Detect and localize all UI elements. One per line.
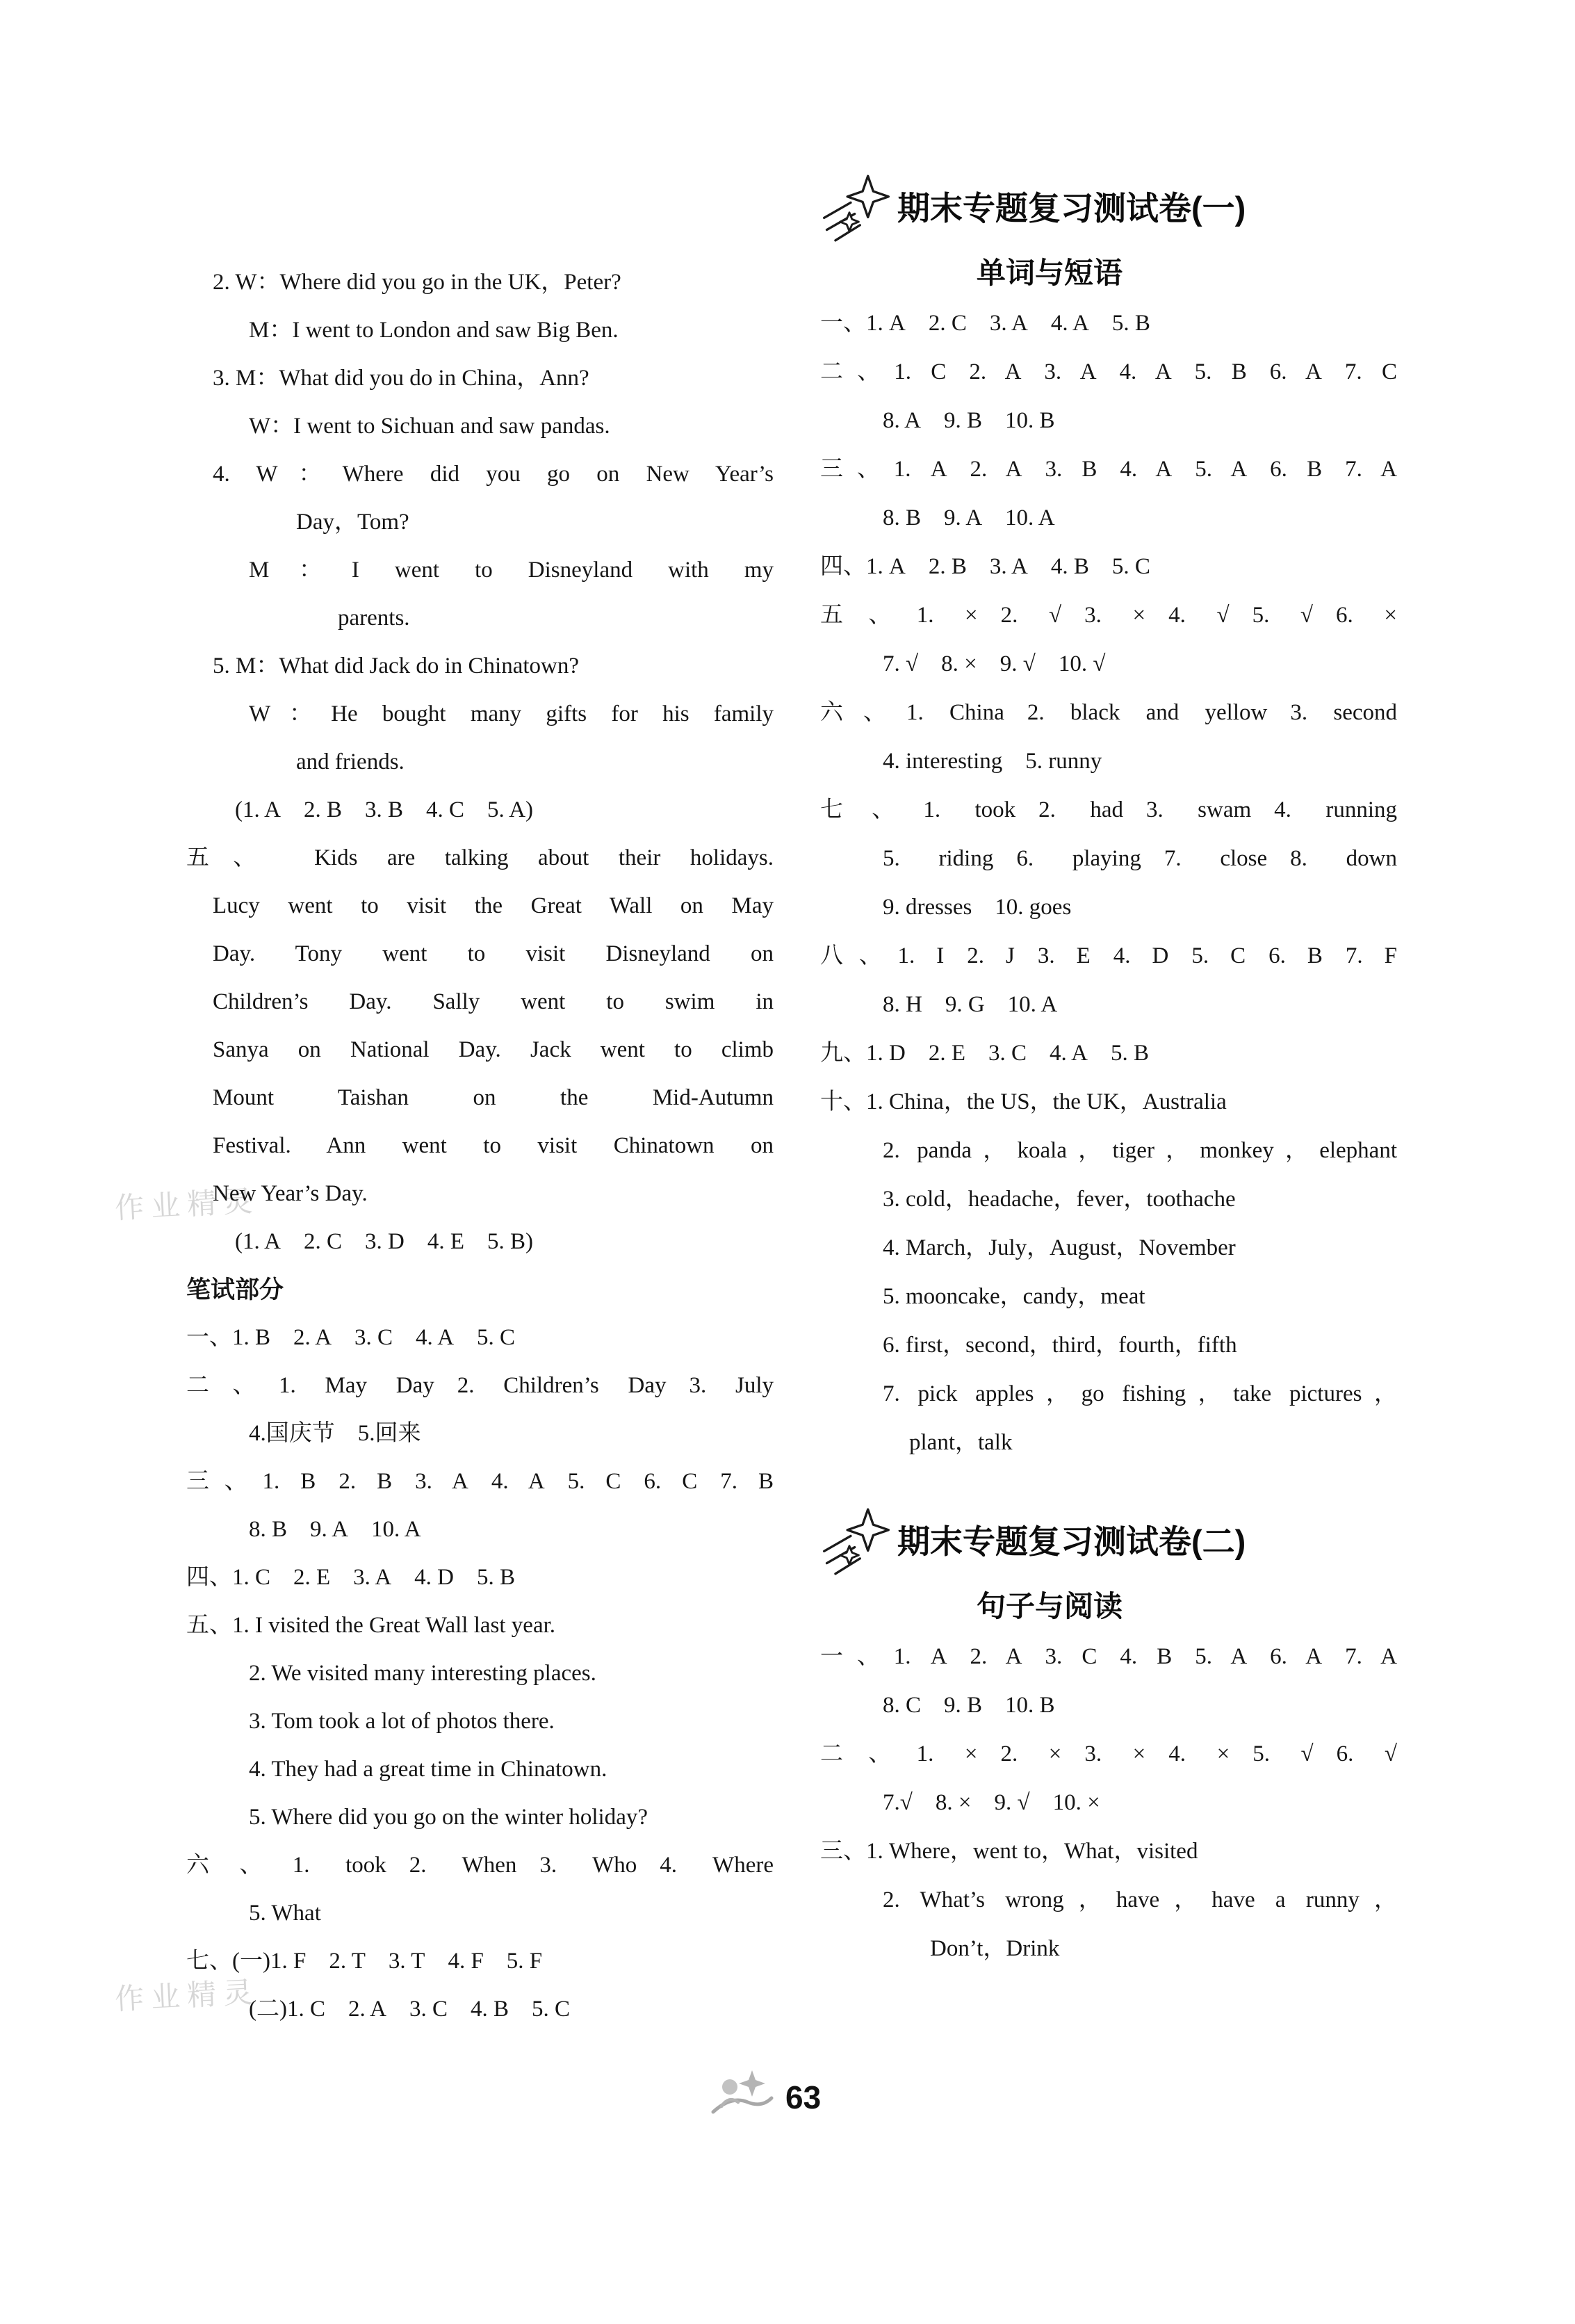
- page-footer: [709, 2066, 821, 2123]
- answer-line: [186, 642, 774, 690]
- line-text: 8. B 9. A 10. A: [883, 505, 1055, 530]
- answer-line: [820, 348, 1397, 396]
- watermark-text: 作业精灵: [114, 1184, 261, 1225]
- answer-line: [820, 396, 1397, 445]
- answer-line: [186, 882, 774, 930]
- answer-line: [820, 1126, 1397, 1175]
- answer-line: [820, 1876, 1397, 1924]
- answer-line: [186, 786, 774, 834]
- answer-line: [186, 403, 774, 450]
- line-text: 四、1. A 2. B 3. A 4. B 5. C: [820, 554, 1150, 579]
- line-text: 4. interesting 5. runny: [883, 749, 1102, 774]
- answer-line: [820, 688, 1397, 737]
- line-text: 8. C 9. B 10. B: [883, 1693, 1055, 1718]
- answer-line: [186, 498, 774, 546]
- section-title: [820, 174, 1397, 243]
- line-text: 5. What: [249, 1901, 321, 1926]
- line-text: 3. cold，headache，fever，toothache: [883, 1187, 1236, 1212]
- line-text: (1. A 2. B 3. B 4. C 5. A): [235, 797, 534, 822]
- line-text: 6. first，second，third，fourth，fifth: [883, 1333, 1237, 1358]
- line-text: 一、1. A 2. C 3. A 4. A 5. B: [820, 311, 1150, 336]
- answer-line: [186, 690, 774, 738]
- answer-line: [820, 1924, 1397, 1973]
- answer-line: [820, 1224, 1397, 1272]
- answer-line: [820, 445, 1397, 494]
- answer-line: [186, 259, 774, 307]
- answer-line: [186, 1314, 774, 1362]
- line-text: 三、1. Where，went to，What，visited: [820, 1839, 1198, 1864]
- answer-line: [186, 1890, 774, 1937]
- line-text: plant，talk: [909, 1430, 1013, 1455]
- answer-line: [186, 1074, 774, 1122]
- line-text: 一、1. A 2. A 3. C 4. B 5. A 6. A 7. A: [820, 1644, 1397, 1669]
- line-text: New Year’s Day.: [213, 1181, 368, 1206]
- line-text: 8. B 9. A 10. A: [249, 1517, 421, 1542]
- line-text: M：I went to London and saw Big Ben.: [249, 318, 619, 343]
- line-text: 5. riding 6. playing 7. close 8. down: [883, 846, 1397, 871]
- line-text: 2. W：Where did you go in the UK，Peter?: [213, 270, 621, 295]
- shooting-star-icon: [820, 174, 893, 243]
- line-text: (二)1. C 2. A 3. C 4. B 5. C: [249, 1997, 571, 2022]
- answer-line: [186, 546, 774, 594]
- watermark-text: 作业精灵: [114, 1975, 261, 2016]
- section-title-text: 期末专题复习测试卷(一): [897, 190, 1246, 227]
- answer-line: [820, 640, 1397, 688]
- answer-line: [820, 737, 1397, 786]
- line-text: Festival. Ann went to visit Chinatown on: [213, 1133, 774, 1158]
- answer-line: [186, 1458, 774, 1506]
- line-text: 笔试部分: [186, 1276, 284, 1303]
- answer-line: [820, 932, 1397, 980]
- answer-line: [186, 978, 774, 1026]
- line-text: 五、1. × 2. √ 3. × 4. √ 5. √ 6. ×: [820, 603, 1397, 628]
- answer-line: [186, 1554, 774, 1602]
- line-text: Lucy went to visit the Great Wall on May: [213, 893, 774, 918]
- answer-line: [820, 542, 1397, 591]
- line-text: 9. dresses 10. goes: [883, 895, 1072, 920]
- line-text: and friends.: [296, 749, 405, 774]
- line-text: 5. mooncake，candy，meat: [883, 1284, 1145, 1309]
- answer-line: [186, 834, 774, 882]
- answer-line: [186, 1937, 774, 1985]
- answer-line: [186, 307, 774, 355]
- shooting-star-icon: [820, 1507, 893, 1577]
- line-text: 7. √ 8. × 9. √ 10. √: [883, 651, 1106, 676]
- line-text: 8. H 9. G 10. A: [883, 992, 1058, 1017]
- line-text: 7. pick apples，go fishing，take pictures，: [883, 1381, 1397, 1406]
- answer-line: [820, 1370, 1397, 1418]
- answer-line: [186, 1650, 774, 1698]
- answer-line: [820, 834, 1397, 883]
- line-text: 六、1. China 2. black and yellow 3. second: [820, 700, 1397, 725]
- answer-line: [820, 299, 1397, 348]
- answer-line: [186, 594, 774, 642]
- answer-line: [186, 1362, 774, 1410]
- line-text: 十、1. China，the US，the UK，Australia: [820, 1089, 1227, 1114]
- line-text: 4.国庆节 5.回来: [249, 1421, 421, 1446]
- answer-line: [186, 1985, 774, 2033]
- line-text: 一、1. B 2. A 3. C 4. A 5. C: [186, 1325, 516, 1350]
- answer-line: [820, 1730, 1397, 1778]
- line-text: Children’s Day. Sally went to swim in: [213, 989, 774, 1014]
- answer-line: [186, 1266, 774, 1314]
- answer-line: [186, 450, 774, 498]
- line-text: 九、1. D 2. E 3. C 4. A 5. B: [820, 1041, 1150, 1066]
- answer-line: [186, 1794, 774, 1842]
- answer-line: [820, 883, 1397, 932]
- line-text: 3. Tom took a lot of photos there.: [249, 1709, 555, 1734]
- line-text: 二、1. C 2. A 3. A 4. A 5. B 6. A 7. C: [820, 359, 1397, 384]
- footer-mascot-icon: [709, 2066, 776, 2123]
- answer-line: [186, 1122, 774, 1170]
- answer-line: [820, 591, 1397, 640]
- line-text: 2. panda，koala，tiger，monkey，elephant: [883, 1138, 1397, 1163]
- answer-line: [186, 1842, 774, 1890]
- line-text: 五、1. I visited the Great Wall last year.: [186, 1613, 556, 1638]
- line-text: 7.√ 8. × 9. √ 10. ×: [883, 1790, 1100, 1815]
- answer-line: [820, 1029, 1397, 1078]
- answer-line: [186, 930, 774, 978]
- answer-line: [186, 1602, 774, 1650]
- line-text: 5. M：What did Jack do in Chinatown?: [213, 653, 580, 678]
- left-column: [186, 259, 774, 2033]
- answer-line: [820, 980, 1397, 1029]
- line-text: 8. A 9. B 10. B: [883, 408, 1055, 433]
- line-text: Day. Tony went to visit Disneyland on: [213, 941, 774, 966]
- line-text: 4. They had a great time in Chinatown.: [249, 1757, 607, 1782]
- section-title-text: 期末专题复习测试卷(二): [897, 1523, 1246, 1560]
- line-text: 七、(一)1. F 2. T 3. T 4. F 5. F: [186, 1949, 543, 1974]
- answer-line: [820, 1418, 1397, 1467]
- line-text: W：He bought many gifts for his family: [249, 701, 774, 726]
- answer-line: [186, 1218, 774, 1266]
- line-text: 3. M：What did you do in China，Ann?: [213, 366, 589, 391]
- line-text: 五、 Kids are talking about their holidays.: [186, 845, 774, 870]
- line-text: 句子与阅读: [977, 1590, 1123, 1623]
- answer-line: [186, 1506, 774, 1554]
- line-text: Day，Tom?: [296, 510, 409, 535]
- line-text: Sanya on National Day. Jack went to climb: [213, 1037, 774, 1062]
- line-text: 2. What’s wrong，have，have a runny，: [883, 1887, 1397, 1912]
- answer-line: [820, 494, 1397, 542]
- answer-line: [186, 1170, 774, 1218]
- line-text: W：I went to Sichuan and saw pandas.: [249, 414, 610, 439]
- line-text: 七、1. took 2. had 3. swam 4. running: [820, 797, 1397, 822]
- line-text: 二、1. May Day 2. Children’s Day 3. July: [186, 1373, 774, 1398]
- answer-line: [820, 1272, 1397, 1321]
- answer-line: [186, 1746, 774, 1794]
- line-text: 2. We visited many interesting places.: [249, 1661, 596, 1686]
- section-subtitle: [820, 247, 1397, 299]
- line-text: 六、1. took 2. When 3. Who 4. Where: [186, 1853, 774, 1878]
- line-text: 4. March，July，August，November: [883, 1235, 1236, 1260]
- line-text: Mount Taishan on the Mid-Autumn: [213, 1085, 774, 1110]
- answer-line: [186, 738, 774, 786]
- line-text: 单词与短语: [977, 257, 1123, 289]
- line-text: 二、1. × 2. × 3. × 4. × 5. √ 6. √: [820, 1741, 1397, 1766]
- answer-line: [820, 1827, 1397, 1876]
- line-text: Don’t，Drink: [930, 1936, 1060, 1961]
- section-title: [820, 1507, 1397, 1577]
- line-text: (1. A 2. C 3. D 4. E 5. B): [235, 1229, 533, 1254]
- answer-line: [820, 1175, 1397, 1224]
- line-text: 三、1. B 2. B 3. A 4. A 5. C 6. C 7. B: [186, 1469, 774, 1494]
- line-text: M：I went to Disneyland with my: [249, 558, 774, 583]
- answer-line: [186, 1698, 774, 1746]
- answer-line: [820, 1778, 1397, 1827]
- answer-line: [186, 1026, 774, 1074]
- page-number: 63: [785, 2079, 822, 2115]
- answer-line: [820, 786, 1397, 834]
- answer-line: [820, 1681, 1397, 1730]
- line-text: 四、1. C 2. E 3. A 4. D 5. B: [186, 1565, 516, 1590]
- answer-line: [186, 355, 774, 403]
- line-text: 八、1. I 2. J 3. E 4. D 5. C 6. B 7. F: [820, 943, 1397, 968]
- section-subtitle: [820, 1581, 1397, 1632]
- line-text: 4. W：Where did you go on New Year’s: [213, 462, 774, 487]
- right-column: [820, 174, 1397, 1973]
- answer-line: [186, 1410, 774, 1458]
- answer-line: [820, 1321, 1397, 1370]
- answer-line: [820, 1632, 1397, 1681]
- line-text: parents.: [338, 606, 410, 631]
- answer-line: [820, 1078, 1397, 1126]
- line-text: 5. Where did you go on the winter holiday?: [249, 1805, 648, 1830]
- line-text: 三、1. A 2. A 3. B 4. A 5. A 6. B 7. A: [820, 457, 1397, 482]
